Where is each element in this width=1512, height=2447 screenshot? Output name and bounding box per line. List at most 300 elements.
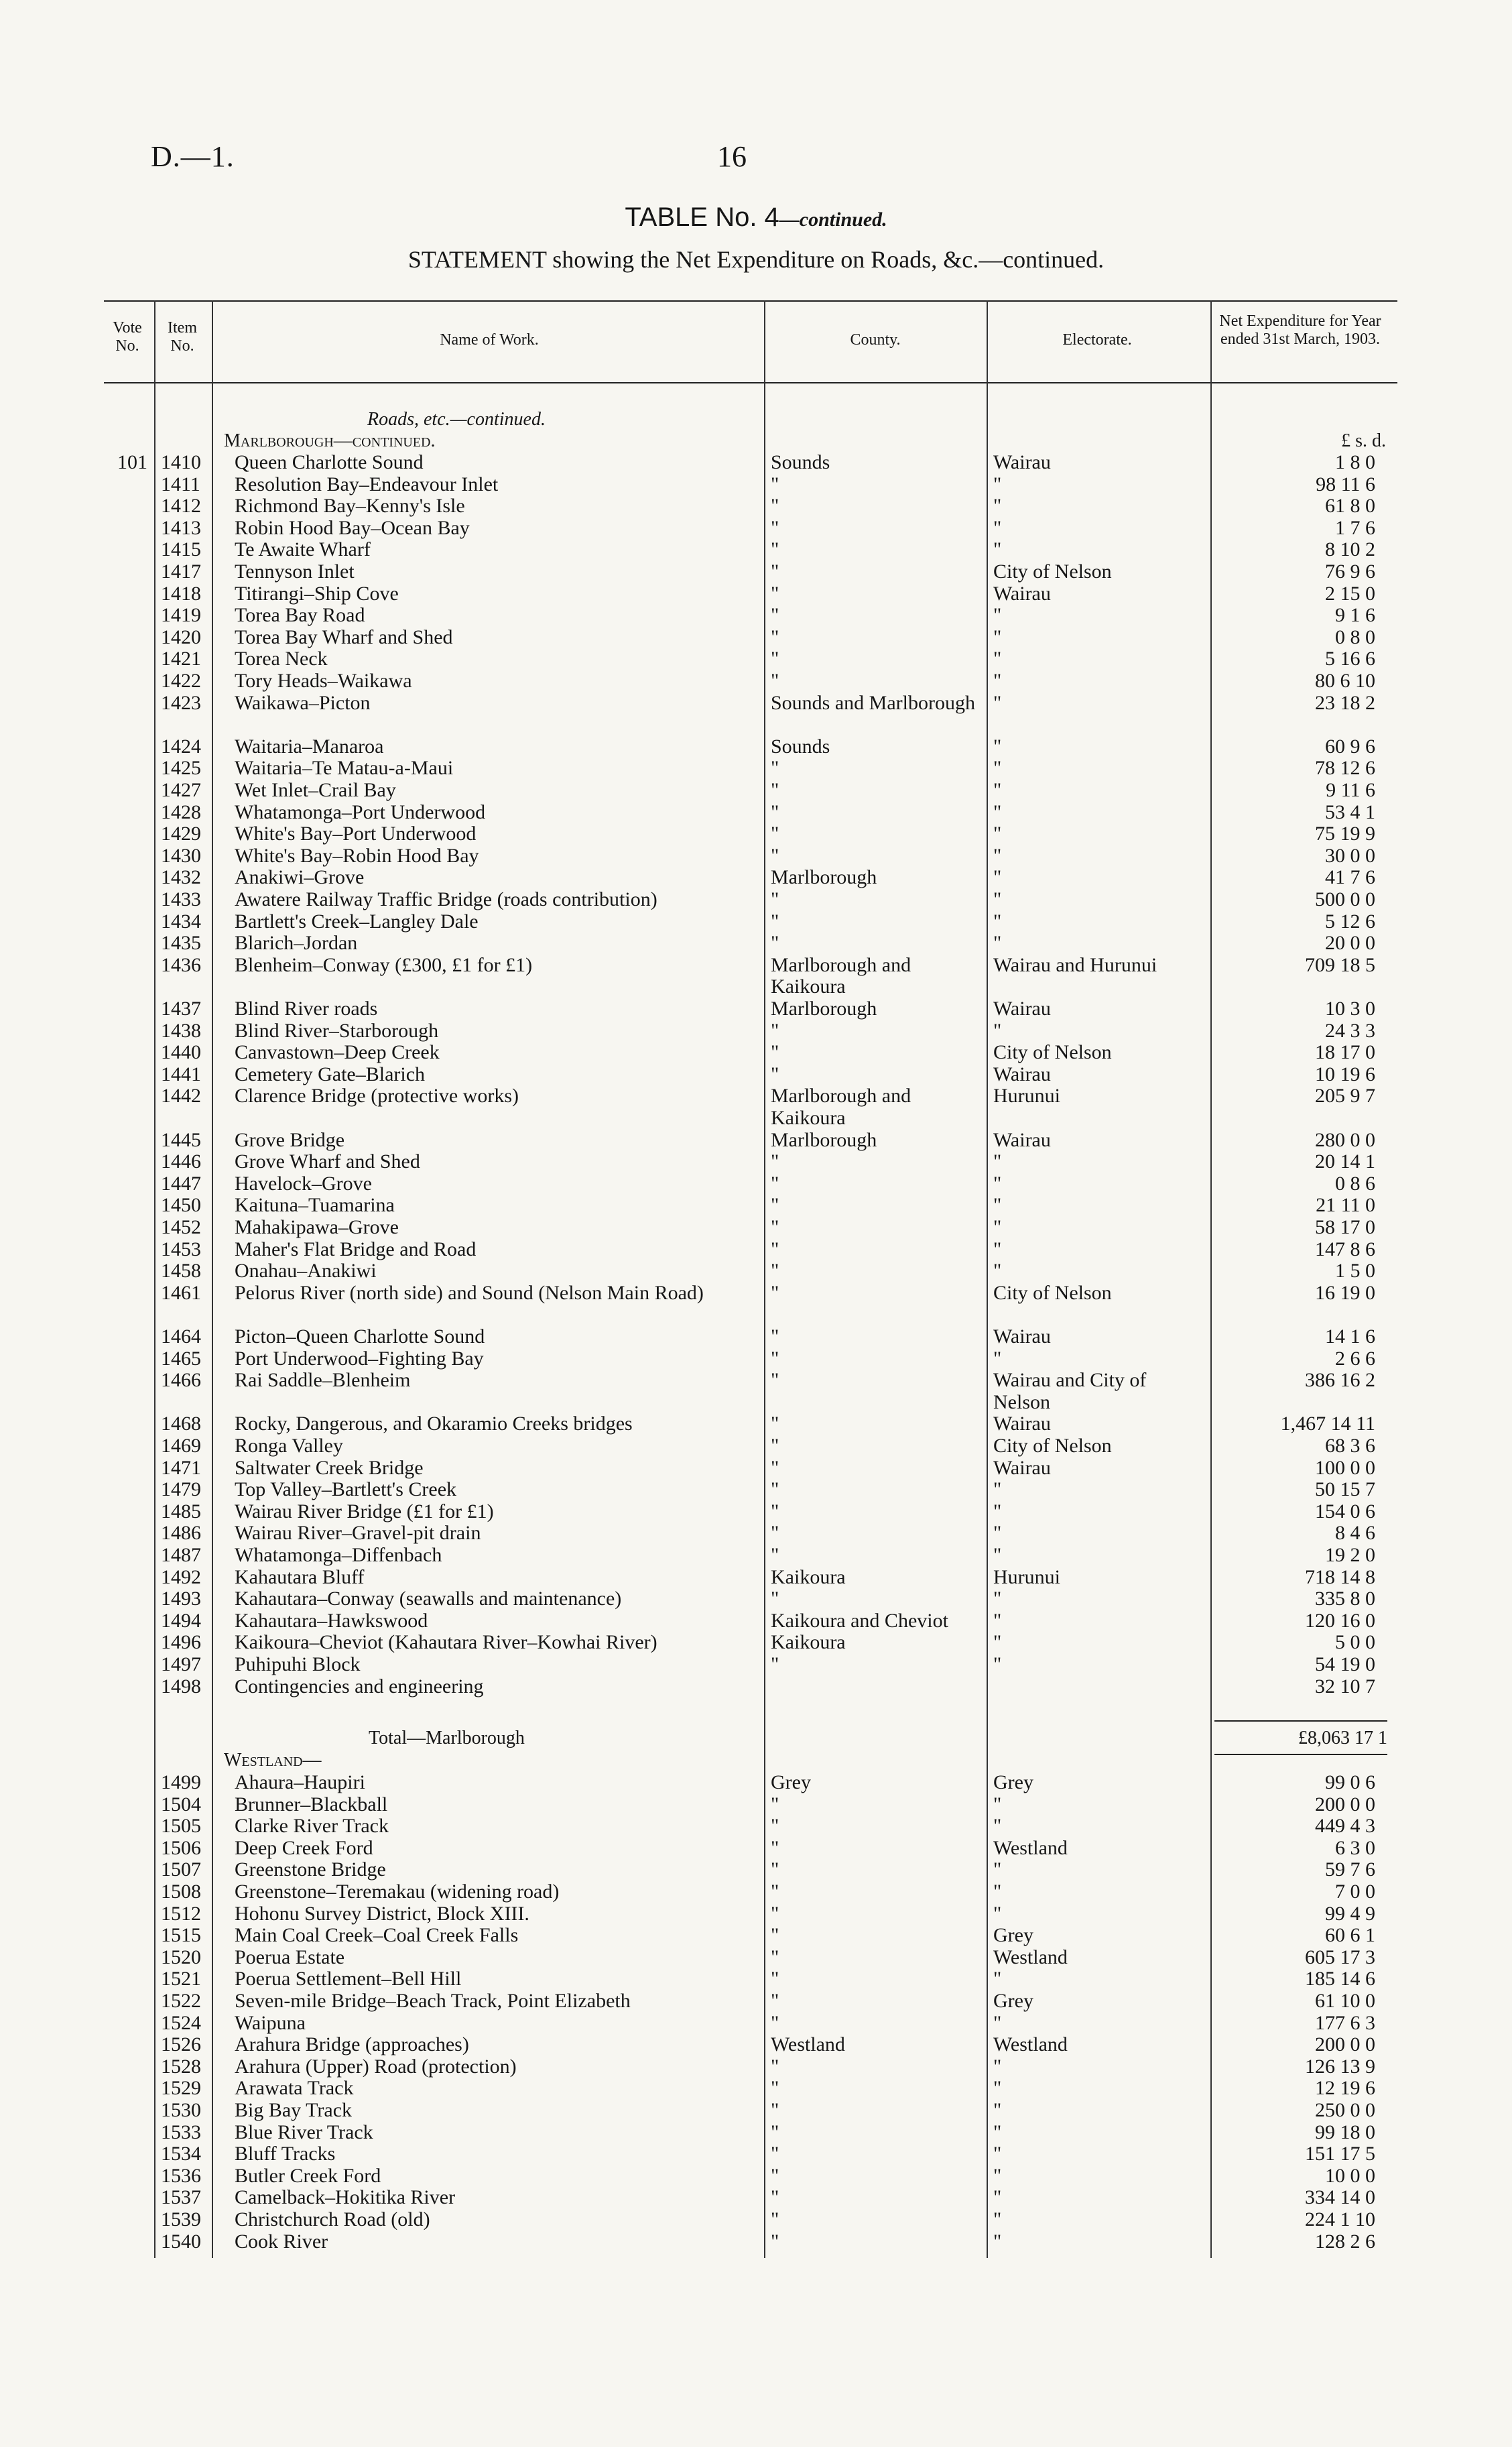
county-name: " bbox=[771, 1194, 779, 1217]
table-row bbox=[0, 1567, 1512, 1589]
electorate-name: " bbox=[993, 1881, 1002, 1903]
table-row bbox=[0, 1815, 1512, 1838]
item-number: 1497 bbox=[161, 1653, 201, 1675]
work-name: Big Bay Track bbox=[235, 2099, 353, 2121]
county-name: " bbox=[771, 1456, 779, 1479]
item-number: 1425 bbox=[161, 757, 201, 780]
net-expenditure: 30 0 0 bbox=[1325, 844, 1375, 867]
total-marlborough-label: Total—Marlborough bbox=[369, 1728, 525, 1748]
county-name: " bbox=[771, 1281, 779, 1304]
table-row bbox=[0, 1545, 1512, 1567]
net-expenditure: 1 5 0 bbox=[1335, 1260, 1375, 1282]
table-row bbox=[0, 539, 1512, 561]
work-name: Waitaria–Manaroa bbox=[235, 735, 384, 758]
work-name: Blind River–Starborough bbox=[235, 1019, 439, 1042]
electorate-name: Grey bbox=[993, 1924, 1033, 1947]
table-row bbox=[0, 1903, 1512, 1925]
county-name: " bbox=[771, 604, 779, 627]
item-number: 1536 bbox=[161, 2164, 201, 2187]
item-number: 1440 bbox=[161, 1041, 201, 1064]
net-expenditure: 128 2 6 bbox=[1315, 2230, 1375, 2253]
work-name: Port Underwood–Fighting Bay bbox=[235, 1347, 484, 1370]
total-marlborough-amount: £8,063 17 1 bbox=[1298, 1728, 1387, 1748]
electorate-name: City of Nelson bbox=[993, 1041, 1112, 1064]
county-name: " bbox=[771, 844, 779, 867]
net-expenditure: 6 3 0 bbox=[1335, 1836, 1375, 1859]
work-name: Wairau River–Gravel-pit drain bbox=[235, 1522, 481, 1545]
work-name: Maher's Flat Bridge and Road bbox=[235, 1238, 477, 1260]
table-title bbox=[0, 202, 1512, 233]
table-row bbox=[0, 1838, 1512, 1860]
county-name: " bbox=[771, 2121, 779, 2143]
work-name: Greenstone–Teremakau (widening road) bbox=[235, 1881, 560, 1903]
work-name: Queen Charlotte Sound bbox=[235, 451, 424, 473]
county-name: " bbox=[771, 1238, 779, 1260]
net-expenditure: 19 2 0 bbox=[1325, 1544, 1375, 1566]
county-name: Grey bbox=[771, 1771, 811, 1793]
table-row bbox=[0, 1239, 1512, 1261]
work-name: Resolution Bay–Endeavour Inlet bbox=[235, 473, 499, 495]
item-number: 1419 bbox=[161, 604, 201, 627]
electorate-name: " bbox=[993, 757, 1002, 780]
county-name: " bbox=[771, 1858, 779, 1881]
net-expenditure: 154 0 6 bbox=[1315, 1500, 1375, 1523]
net-expenditure: 5 12 6 bbox=[1325, 910, 1375, 933]
county-name: Marlborough and Kaikoura bbox=[771, 953, 911, 998]
net-expenditure: 76 9 6 bbox=[1325, 560, 1375, 583]
table-row bbox=[0, 583, 1512, 605]
county-name: " bbox=[771, 1435, 779, 1457]
county-name: " bbox=[771, 910, 779, 933]
work-name: Torea Bay Wharf and Shed bbox=[235, 625, 453, 648]
electorate-name: " bbox=[993, 1478, 1002, 1501]
electorate-name: Westland bbox=[993, 2033, 1068, 2056]
table-row bbox=[0, 1369, 1512, 1413]
net-expenditure: 18 17 0 bbox=[1315, 1041, 1375, 1064]
county-name: " bbox=[771, 1946, 779, 1968]
item-number: 1423 bbox=[161, 691, 201, 714]
net-expenditure: 386 16 2 bbox=[1305, 1369, 1375, 1392]
work-name: Bartlett's Creek–Langley Dale bbox=[235, 910, 479, 933]
net-expenditure: 120 16 0 bbox=[1305, 1609, 1375, 1632]
net-expenditure: 1 8 0 bbox=[1335, 451, 1375, 473]
electorate-name: " bbox=[993, 2077, 1002, 2100]
table-title-text: TABLE No. 4 bbox=[625, 202, 779, 232]
work-name: Ronga Valley bbox=[235, 1435, 343, 1457]
col-work-header: Name of Work. bbox=[440, 331, 539, 349]
net-expenditure: 61 8 0 bbox=[1325, 495, 1375, 518]
item-number: 1540 bbox=[161, 2230, 201, 2253]
county-name: " bbox=[771, 779, 779, 801]
county-name: " bbox=[771, 495, 779, 518]
net-expenditure: 126 13 9 bbox=[1305, 2055, 1375, 2078]
net-expenditure: 78 12 6 bbox=[1315, 757, 1375, 780]
electorate-name: " bbox=[993, 1500, 1002, 1523]
table-row bbox=[0, 1632, 1512, 1654]
county-name: " bbox=[771, 2186, 779, 2209]
item-number: 1512 bbox=[161, 1902, 201, 1925]
net-expenditure: 718 14 8 bbox=[1305, 1565, 1375, 1588]
table-row bbox=[0, 1610, 1512, 1632]
net-expenditure: 100 0 0 bbox=[1315, 1456, 1375, 1479]
table-row bbox=[0, 1588, 1512, 1610]
table-row bbox=[0, 758, 1512, 780]
table-row bbox=[0, 1654, 1512, 1676]
work-name: Clarke River Track bbox=[235, 1815, 389, 1838]
table-row bbox=[0, 889, 1512, 911]
county-name: Sounds bbox=[771, 735, 830, 758]
table-row bbox=[0, 2056, 1512, 2078]
county-name: Marlborough bbox=[771, 998, 877, 1020]
county-name: " bbox=[771, 932, 779, 955]
work-name: Bluff Tracks bbox=[235, 2143, 336, 2165]
county-name: " bbox=[771, 582, 779, 605]
table-row bbox=[0, 1523, 1512, 1545]
net-expenditure: 5 16 6 bbox=[1325, 648, 1375, 670]
item-number: 1485 bbox=[161, 1500, 201, 1523]
electorate-name: " bbox=[993, 2230, 1002, 2253]
net-expenditure: 60 9 6 bbox=[1325, 735, 1375, 758]
electorate-name: Wairau and Hurunui bbox=[993, 953, 1157, 976]
net-expenditure: 98 11 6 bbox=[1316, 473, 1375, 495]
net-expenditure: 21 11 0 bbox=[1316, 1194, 1375, 1217]
electorate-name: Wairau bbox=[993, 1128, 1051, 1151]
item-number: 1411 bbox=[161, 473, 200, 495]
net-expenditure: 10 0 0 bbox=[1325, 2164, 1375, 2187]
item-number: 1528 bbox=[161, 2055, 201, 2078]
table-row bbox=[0, 802, 1512, 824]
item-number: 1417 bbox=[161, 560, 201, 583]
county-name: " bbox=[771, 1522, 779, 1545]
total-rule-bottom bbox=[1214, 1754, 1387, 1755]
work-name: Canvastown–Deep Creek bbox=[235, 1041, 440, 1064]
table-row bbox=[0, 953, 1512, 998]
county-name: " bbox=[771, 1019, 779, 1042]
table-row bbox=[0, 998, 1512, 1020]
county-name: " bbox=[771, 800, 779, 823]
table-row bbox=[0, 1501, 1512, 1523]
net-expenditure: 23 18 2 bbox=[1315, 691, 1375, 714]
county-name: " bbox=[771, 823, 779, 845]
electorate-name: " bbox=[993, 1150, 1002, 1173]
item-number: 1492 bbox=[161, 1565, 201, 1588]
net-expenditure: 20 0 0 bbox=[1325, 932, 1375, 955]
work-name: Camelback–Hokitika River bbox=[235, 2186, 456, 2209]
work-name: Cemetery Gate–Blarich bbox=[235, 1063, 426, 1085]
electorate-name: " bbox=[993, 538, 1002, 561]
work-name: Titirangi–Ship Cove bbox=[235, 582, 399, 605]
net-expenditure: 177 6 3 bbox=[1315, 2011, 1375, 2034]
item-number: 1418 bbox=[161, 582, 201, 605]
county-name: " bbox=[771, 1478, 779, 1501]
item-number: 1452 bbox=[161, 1216, 201, 1238]
net-expenditure: 1 7 6 bbox=[1335, 516, 1375, 539]
county-name: " bbox=[771, 1260, 779, 1282]
table-row bbox=[0, 1968, 1512, 1990]
item-number: 1437 bbox=[161, 998, 201, 1020]
item-number: 1433 bbox=[161, 888, 201, 910]
county-name: " bbox=[771, 1902, 779, 1925]
electorate-name: " bbox=[993, 625, 1002, 648]
item-number: 1539 bbox=[161, 2208, 201, 2230]
electorate-name: " bbox=[993, 1902, 1002, 1925]
table-row bbox=[0, 780, 1512, 802]
item-number: 1415 bbox=[161, 538, 201, 561]
net-expenditure: 14 1 6 bbox=[1325, 1325, 1375, 1348]
work-name: White's Bay–Robin Hood Bay bbox=[235, 844, 479, 867]
table-row bbox=[0, 1348, 1512, 1370]
net-expenditure: 5 0 0 bbox=[1335, 1631, 1375, 1654]
county-name: " bbox=[771, 1413, 779, 1435]
table-row bbox=[0, 1020, 1512, 1042]
page-number: 16 bbox=[717, 140, 747, 173]
table-row bbox=[0, 1326, 1512, 1348]
item-number: 1429 bbox=[161, 823, 201, 845]
table-row bbox=[0, 933, 1512, 955]
item-number: 1436 bbox=[161, 953, 201, 976]
net-expenditure: 32 10 7 bbox=[1315, 1675, 1375, 1697]
table-row bbox=[0, 2034, 1512, 2056]
net-expenditure: 280 0 0 bbox=[1315, 1128, 1375, 1151]
net-expenditure: 59 7 6 bbox=[1325, 1858, 1375, 1881]
county-name: " bbox=[771, 538, 779, 561]
electorate-name: Grey bbox=[993, 1990, 1033, 2012]
section-heading: Roads, etc.—continued. bbox=[367, 409, 546, 430]
item-number: 1521 bbox=[161, 1968, 201, 1990]
county-name: " bbox=[771, 648, 779, 670]
work-name: Hohonu Survey District, Block XIII. bbox=[235, 1902, 529, 1925]
work-name: Richmond Bay–Kenny's Isle bbox=[235, 495, 465, 518]
document-reference: D.—1. bbox=[151, 140, 235, 173]
county-name: Sounds and Marlborough bbox=[771, 691, 975, 714]
net-expenditure: 449 4 3 bbox=[1315, 1815, 1375, 1838]
item-number: 1410 bbox=[161, 451, 201, 473]
item-number: 1469 bbox=[161, 1435, 201, 1457]
electorate-name: Wairau bbox=[993, 998, 1051, 1020]
table-row bbox=[0, 693, 1512, 715]
item-number: 1441 bbox=[161, 1063, 201, 1085]
net-expenditure: 147 8 6 bbox=[1315, 1238, 1375, 1260]
work-name: Kahautara–Conway (seawalls and maintenance) bbox=[235, 1588, 622, 1610]
electorate-name: " bbox=[993, 866, 1002, 889]
electorate-name: " bbox=[993, 910, 1002, 933]
net-expenditure: 99 18 0 bbox=[1315, 2121, 1375, 2143]
work-name: Blue River Track bbox=[235, 2121, 373, 2143]
work-name: Saltwater Creek Bridge bbox=[235, 1456, 424, 1479]
work-name: Kahautara–Hawkswood bbox=[235, 1609, 428, 1632]
electorate-name: " bbox=[993, 1260, 1002, 1282]
table-row bbox=[0, 1859, 1512, 1881]
work-name: Poerua Estate bbox=[235, 1946, 345, 1968]
electorate-name: " bbox=[993, 473, 1002, 495]
work-name: Arawata Track bbox=[235, 2077, 354, 2100]
net-expenditure: 9 11 6 bbox=[1326, 779, 1375, 801]
net-expenditure: 709 18 5 bbox=[1305, 953, 1375, 976]
electorate-name: " bbox=[993, 1968, 1002, 1990]
net-expenditure: 53 4 1 bbox=[1325, 800, 1375, 823]
total-rule-top bbox=[1214, 1720, 1387, 1722]
table-row bbox=[0, 495, 1512, 518]
work-name: Picton–Queen Charlotte Sound bbox=[235, 1325, 485, 1348]
county-name: " bbox=[771, 2099, 779, 2121]
county-name: Kaikoura bbox=[771, 1631, 846, 1654]
item-number: 1422 bbox=[161, 670, 201, 692]
work-name: Tory Heads–Waikawa bbox=[235, 670, 412, 692]
table-row bbox=[0, 1195, 1512, 1217]
vote-number: 101 bbox=[117, 451, 147, 473]
county-name: " bbox=[771, 1990, 779, 2012]
work-name: Anakiwi–Grove bbox=[235, 866, 365, 889]
net-expenditure: 60 6 1 bbox=[1325, 1924, 1375, 1947]
electorate-name: " bbox=[993, 495, 1002, 518]
table-row bbox=[0, 2078, 1512, 2100]
electorate-name: " bbox=[993, 844, 1002, 867]
county-name: " bbox=[771, 1544, 779, 1566]
item-number: 1420 bbox=[161, 625, 201, 648]
county-name: " bbox=[771, 1063, 779, 1085]
work-name: Arahura (Upper) Road (protection) bbox=[235, 2055, 517, 2078]
net-expenditure: 605 17 3 bbox=[1305, 1946, 1375, 1968]
electorate-name: " bbox=[993, 2164, 1002, 2187]
county-name: " bbox=[771, 2164, 779, 2187]
county-name: " bbox=[771, 670, 779, 692]
item-number: 1461 bbox=[161, 1281, 201, 1304]
net-expenditure: 200 0 0 bbox=[1315, 1793, 1375, 1815]
net-expenditure: 61 10 0 bbox=[1315, 1990, 1375, 2012]
electorate-name: City of Nelson bbox=[993, 560, 1112, 583]
county-name: " bbox=[771, 473, 779, 495]
col-county-header: County. bbox=[850, 331, 901, 349]
net-expenditure: 205 9 7 bbox=[1315, 1085, 1375, 1108]
county-name: " bbox=[771, 2208, 779, 2230]
item-number: 1526 bbox=[161, 2033, 201, 2056]
county-name: Westland bbox=[771, 2033, 845, 2056]
work-name: Contingencies and engineering bbox=[235, 1675, 484, 1697]
table-row bbox=[0, 670, 1512, 693]
table-subtitle: STATEMENT showing the Net Expenditure on Roads, &c.—continued. bbox=[407, 246, 1105, 273]
item-number: 1464 bbox=[161, 1325, 201, 1348]
table-row bbox=[0, 648, 1512, 670]
table-row bbox=[0, 2143, 1512, 2165]
net-expenditure: 68 3 6 bbox=[1325, 1435, 1375, 1457]
item-number: 1507 bbox=[161, 1858, 201, 1881]
county-name: " bbox=[771, 1347, 779, 1370]
table-row bbox=[0, 1173, 1512, 1195]
net-expenditure: 2 15 0 bbox=[1325, 582, 1375, 605]
table-row bbox=[0, 1217, 1512, 1239]
item-number: 1471 bbox=[161, 1456, 201, 1479]
work-name: Main Coal Creek–Coal Creek Falls bbox=[235, 1924, 519, 1947]
work-name: Rocky, Dangerous, and Okaramio Creeks bridges bbox=[235, 1413, 633, 1435]
item-number: 1435 bbox=[161, 932, 201, 955]
work-name: Brunner–Blackball bbox=[235, 1793, 388, 1815]
item-number: 1445 bbox=[161, 1128, 201, 1151]
item-number: 1499 bbox=[161, 1771, 201, 1793]
table-row bbox=[0, 1479, 1512, 1501]
county-name: " bbox=[771, 1881, 779, 1903]
work-name: Te Awaite Wharf bbox=[235, 538, 371, 561]
work-name: Torea Bay Road bbox=[235, 604, 365, 627]
work-name: Havelock–Grove bbox=[235, 1172, 372, 1195]
work-name: Wet Inlet–Crail Bay bbox=[235, 779, 396, 801]
county-name: " bbox=[771, 1924, 779, 1947]
county-name: Marlborough bbox=[771, 1128, 877, 1151]
county-name: " bbox=[771, 625, 779, 648]
electorate-name: Westland bbox=[993, 1946, 1068, 1968]
table-row bbox=[0, 1130, 1512, 1152]
county-name: " bbox=[771, 1369, 779, 1392]
table-row bbox=[0, 867, 1512, 889]
table-row bbox=[0, 736, 1512, 758]
county-name: Sounds bbox=[771, 451, 830, 473]
county-name: " bbox=[771, 2011, 779, 2034]
col-electorate-header: Electorate. bbox=[1062, 331, 1132, 349]
county-name: " bbox=[771, 516, 779, 539]
county-name: " bbox=[771, 1815, 779, 1838]
net-expenditure: 41 7 6 bbox=[1325, 866, 1375, 889]
item-number: 1465 bbox=[161, 1347, 201, 1370]
electorate-name: " bbox=[993, 2099, 1002, 2121]
electorate-name: " bbox=[993, 1653, 1002, 1675]
item-number: 1486 bbox=[161, 1522, 201, 1545]
net-expenditure: 99 4 9 bbox=[1325, 1902, 1375, 1925]
work-name: Torea Neck bbox=[235, 648, 328, 670]
electorate-name: Hurunui bbox=[993, 1565, 1060, 1588]
county-name: Marlborough and Kaikoura bbox=[771, 1085, 911, 1129]
net-expenditure: 7 0 0 bbox=[1335, 1881, 1375, 1903]
county-name: " bbox=[771, 1793, 779, 1815]
net-expenditure: 10 19 6 bbox=[1315, 1063, 1375, 1085]
item-number: 1522 bbox=[161, 1990, 201, 2012]
item-number: 1533 bbox=[161, 2121, 201, 2143]
table-row bbox=[0, 2209, 1512, 2231]
electorate-name: " bbox=[993, 1522, 1002, 1545]
table-row bbox=[0, 2100, 1512, 2122]
county-name: " bbox=[771, 1968, 779, 1990]
table-row bbox=[0, 1772, 1512, 1794]
electorate-name: " bbox=[993, 2055, 1002, 2078]
item-number: 1524 bbox=[161, 2011, 201, 2034]
item-number: 1413 bbox=[161, 516, 201, 539]
county-name: Kaikoura bbox=[771, 1565, 846, 1588]
county-name: " bbox=[771, 1588, 779, 1610]
work-name: Clarence Bridge (protective works) bbox=[235, 1085, 519, 1108]
net-expenditure: 0 8 0 bbox=[1335, 625, 1375, 648]
item-number: 1466 bbox=[161, 1369, 201, 1392]
electorate-name: " bbox=[993, 648, 1002, 670]
net-expenditure: 50 15 7 bbox=[1315, 1478, 1375, 1501]
work-name: White's Bay–Port Underwood bbox=[235, 823, 477, 845]
work-name: Pelorus River (north side) and Sound (Nelson Main Road) bbox=[235, 1281, 704, 1304]
work-name: Whatamonga–Port Underwood bbox=[235, 800, 486, 823]
work-name: Mahakipawa–Grove bbox=[235, 1216, 399, 1238]
county-name: " bbox=[771, 2077, 779, 2100]
electorate-name: " bbox=[993, 1609, 1002, 1632]
item-number: 1427 bbox=[161, 779, 201, 801]
table-row bbox=[0, 2013, 1512, 2035]
table-row bbox=[0, 823, 1512, 845]
electorate-name: " bbox=[993, 604, 1002, 627]
item-number: 1447 bbox=[161, 1172, 201, 1195]
table-title-suffix: —continued. bbox=[779, 208, 887, 231]
electorate-name: " bbox=[993, 1238, 1002, 1260]
table-row bbox=[0, 1794, 1512, 1816]
county-name: " bbox=[771, 1041, 779, 1064]
county-name: " bbox=[771, 560, 779, 583]
item-number: 1506 bbox=[161, 1836, 201, 1859]
work-name: Seven-mile Bridge–Beach Track, Point Elizabeth bbox=[235, 1990, 631, 2012]
table-row bbox=[0, 2187, 1512, 2209]
